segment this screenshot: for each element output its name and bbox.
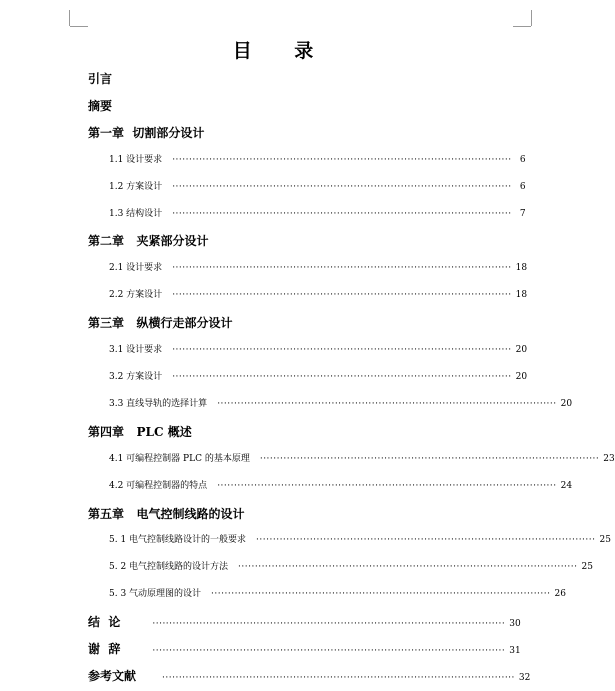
toc-entry-page: 18 (515, 290, 528, 300)
toc-entry-section (109, 369, 528, 385)
toc-entry-page: 18 (515, 263, 528, 273)
toc-entry-section (109, 586, 566, 602)
toc-entry-label: 1.3 结构设计 (109, 209, 163, 219)
toc-entry-page: 6 (519, 182, 526, 192)
toc-entry-page: 25 (581, 562, 593, 572)
toc-entry-chapter-2 (88, 232, 388, 248)
toc-entry-chapter-1 (88, 124, 388, 140)
toc-entry-page: 30 (509, 619, 521, 629)
toc-entry-label: 5. 2 电气控制线路的设计方法 (109, 562, 229, 572)
toc-entry-section (109, 478, 573, 494)
toc-entry-section (109, 206, 526, 222)
leader-dots: ········································································································· (152, 646, 506, 656)
leader-dots: ········································································································· (162, 673, 515, 683)
toc-entry-page: 24 (560, 481, 573, 491)
leader-dots: ····································································································· (172, 372, 512, 382)
toc-entry-page: 20 (560, 399, 573, 409)
toc-entry-label: 3.2 方案设计 (109, 372, 163, 382)
toc-entry-intro (88, 70, 148, 86)
leader-dots: ····································································································· (172, 155, 512, 165)
toc-entry-chapter-3 (88, 314, 388, 330)
toc-entry-section (109, 559, 593, 575)
toc-entry-label: 1.2 方案设计 (109, 182, 163, 192)
toc-entry-label: 2.2 方案设计 (109, 290, 163, 300)
toc-entry-section (109, 532, 611, 548)
leader-dots: ····································································································· (217, 481, 557, 491)
toc-entry-label: 第二章 夹紧部分设计 (88, 234, 209, 248)
toc-entry-section (109, 260, 528, 276)
toc-entry-page: 31 (509, 646, 521, 656)
toc-entry-section (109, 287, 528, 303)
toc-entry-label: 第五章 电气控制线路的设计 (88, 507, 245, 521)
toc-entry-section (109, 396, 573, 412)
toc-entry-section (109, 342, 528, 358)
toc-entry-page: 6 (519, 155, 526, 165)
toc-entry-label: 3.1 设计要求 (109, 345, 163, 355)
toc-entry-label: 2.1 设计要求 (109, 263, 163, 273)
toc-entry-section (109, 179, 526, 195)
toc-entry-label: 引言 (88, 72, 113, 86)
toc-entry-page: 25 (599, 535, 611, 545)
leader-dots: ····································································································· (259, 454, 600, 464)
toc-entry-chapter-5 (88, 505, 388, 521)
toc-entry-label: 第三章 纵横行走部分设计 (88, 316, 233, 330)
leader-dots: ········································································································· (152, 619, 506, 629)
toc-entry-abstract (88, 97, 148, 113)
toc-entry-section (109, 152, 526, 168)
leader-dots: ····································································································· (172, 290, 512, 300)
toc-entry-page: 26 (554, 589, 566, 599)
leader-dots: ····································································································· (172, 263, 512, 273)
toc-entry-label: 谢 辞 (88, 642, 121, 656)
toc-entry-label: 结 论 (88, 615, 121, 629)
toc-entry-label: 第一章 切割部分设计 (88, 126, 205, 140)
toc-entry-label: 4.2 可编程控制器的特点 (109, 481, 208, 491)
toc-entry-label: 5. 3 气动原理图的设计 (109, 589, 202, 599)
toc-entry-page: 20 (515, 345, 528, 355)
toc-entry-page: 23 (603, 454, 615, 464)
leader-dots: ····································································································· (172, 345, 512, 355)
toc-entry-label: 5. 1 电气控制线路设计的一般要求 (109, 535, 247, 545)
toc-entry-label: 参考文献 (88, 669, 137, 683)
toc-entry-page: 20 (515, 372, 528, 382)
toc-entry-conclusion (88, 613, 521, 629)
leader-dots: ····································································································· (217, 399, 557, 409)
toc-entry-acknowledgements (88, 640, 521, 656)
toc-entry-references (88, 667, 531, 683)
toc-entry-label: 4.1 可编程控制器 PLC 的基本原理 (109, 454, 250, 464)
toc-entry-label: 1.1 设计要求 (109, 155, 163, 165)
toc-entry-section (109, 451, 615, 467)
toc-entry-label: 第四章 PLC 概述 (88, 425, 192, 439)
leader-dots: ····································································································· (238, 562, 578, 572)
toc-entry-label: 3.3 直线导轨的选择计算 (109, 399, 208, 409)
page-title: 目 录 (232, 40, 332, 62)
leader-dots: ····································································································· (211, 589, 551, 599)
toc-entry-chapter-4 (88, 423, 388, 439)
toc-entry-page: 7 (519, 209, 526, 219)
toc-entry-page: 32 (518, 673, 531, 683)
leader-dots: ····································································································· (172, 209, 512, 219)
toc-entry-label: 摘要 (88, 99, 113, 113)
leader-dots: ····································································································· (256, 535, 596, 545)
leader-dots: ····································································································· (172, 182, 512, 192)
